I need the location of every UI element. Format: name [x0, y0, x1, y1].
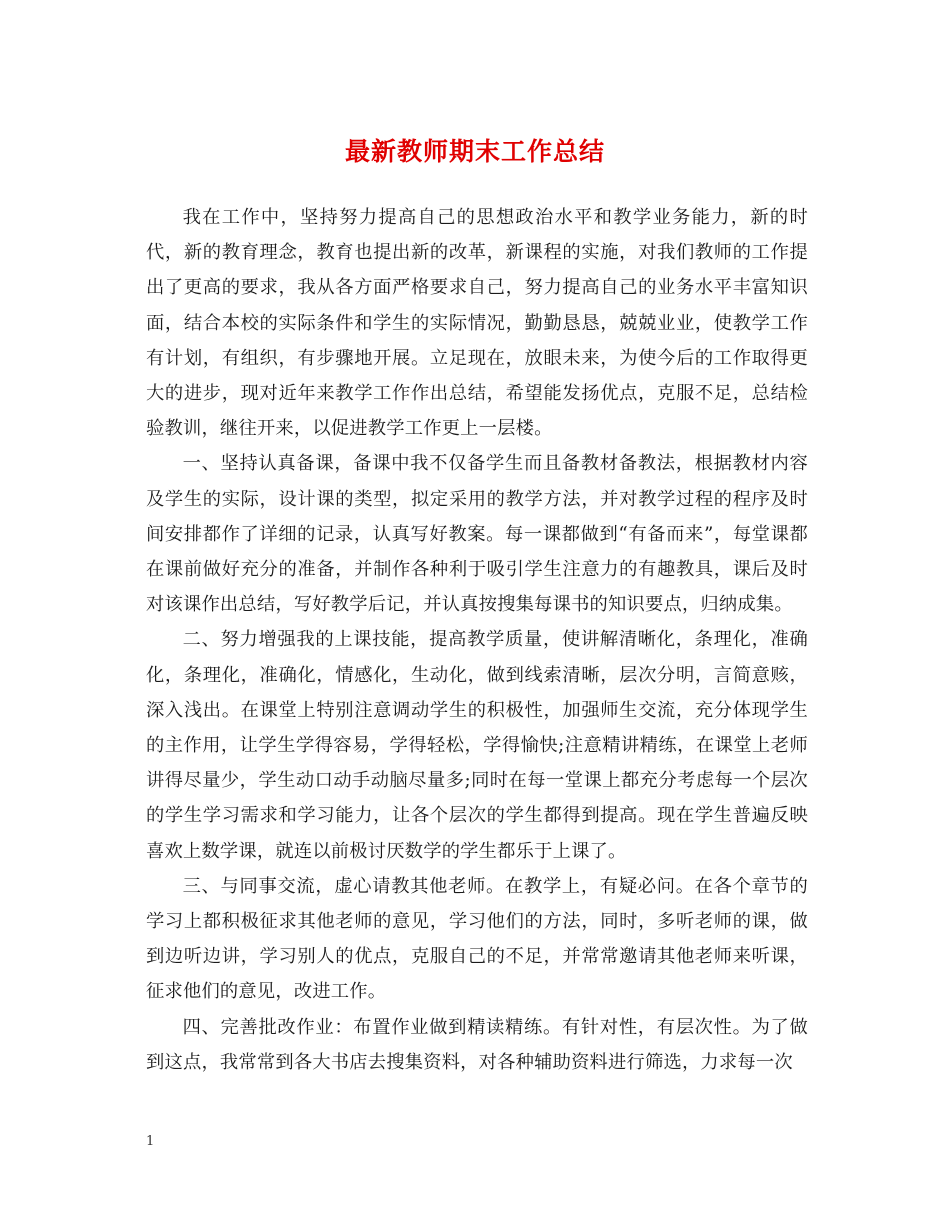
document-title: 最新教师期末工作总结 [344, 137, 605, 166]
paragraph-section-4: 四、完善批改作业：布置作业做到精读精练。有针对性，有层次性。为了做到这点，我常常到各大书店去搜集资料，对各种辅助资料进行筛选，力求每一次 [146, 1016, 808, 1073]
page-number: 1 [146, 1134, 155, 1149]
paragraph-section-3: 三、与同事交流，虚心请教其他老师。在教学上，有疑必问。在各个章节的学习上都积极征求其他老师的意见，学习他们的方法，同时，多听老师的课，做到边听边讲，学习别人的优点，克服自己的不足，并常常邀请其他老师来听课，征求他们的意见，改进工作。 [146, 875, 808, 1003]
paragraph-section-2: 二、努力增强我的上课技能，提高教学质量，使讲解清晰化，条理化，准确化，条理化，准确化，情感化，生动化，做到线索清晰，层次分明，言简意赅，深入浅出。在课堂上特别注意调动学生的积极性，加强师生交流，充分体现学生的主作用，让学生学得容易，学得轻松，学得愉快;注意精讲精练，在课堂上老师讲得尽量少，学生动口动手动脑尽量多;同时在每一堂课上都充分考虑每一个层次的学生学习需求和学习能力，让各个层次的学生都得到提高。现在学生普遍反映喜欢上数学课，就连以前极讨厌数学的学生都乐于上课了。 [146, 629, 808, 862]
paragraph-section-1: 一、坚持认真备课，备课中我不仅备学生而且备教材备教法，根据教材内容及学生的实际，设计课的类型，拟定采用的教学方法，并对教学过程的程序及时间安排都作了详细的记录，认真写好教案。每一课都做到“有备而来”，每堂课都在课前做好充分的准备，并制作各种利于吸引学生注意力的有趣教具，课后及时对该课作出总结，写好教学后记，并认真按搜集每课书的知识要点，归纳成集。 [146, 453, 808, 616]
document-body [146, 200, 808, 1080]
paragraph-intro: 我在工作中，坚持努力提高自己的思想政治水平和教学业务能力，新的时代，新的教育理念，教育也提出新的改革，新课程的实施，对我们教师的工作提出了更高的要求，我从各方面严格要求自己，努力提高自己的业务水平丰富知识面，结合本校的实际条件和学生的实际情况，勤勤恳恳，兢兢业业，使教学工作有计划，有组织，有步骤地开展。立足现在，放眼未来，为使今后的工作取得更大的进步，现对近年来教学工作作出总结，希望能发扬优点，克服不足，总结检验教训，继往开来，以促进教学工作更上一层楼。 [146, 207, 808, 440]
